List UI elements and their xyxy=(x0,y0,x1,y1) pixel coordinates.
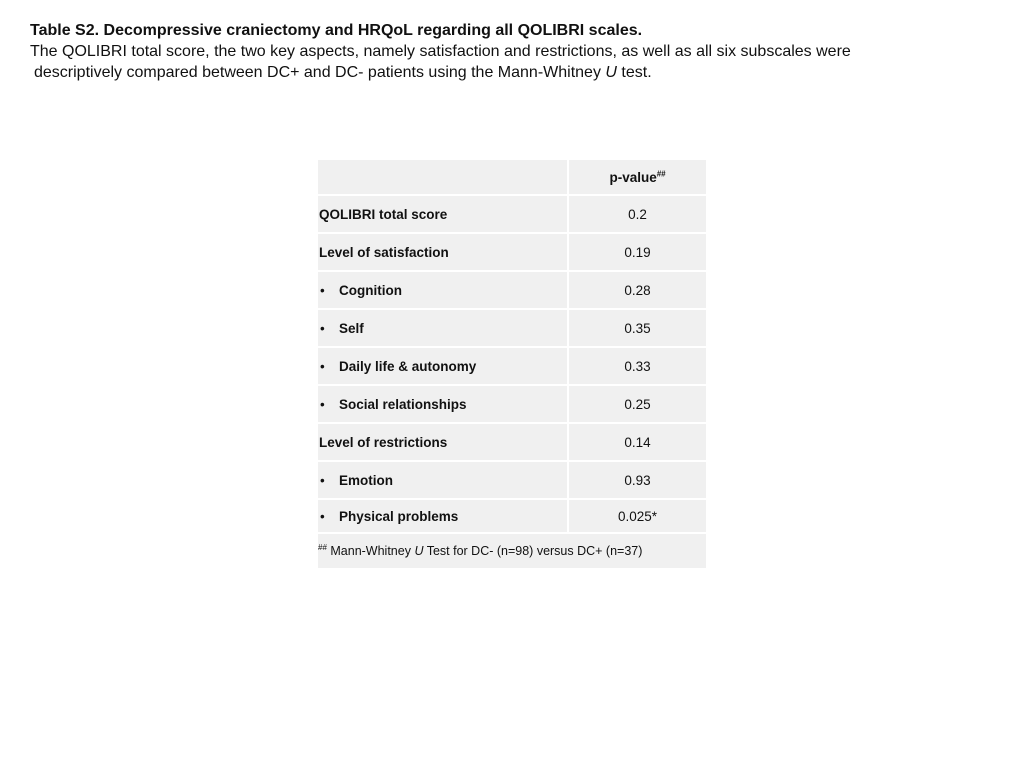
table-footnote xyxy=(317,533,707,569)
row-label-subscale xyxy=(317,385,568,423)
caption-line-2-text: descriptively compared between DC+ and DC- patients using the Mann-Whitney xyxy=(34,64,606,81)
footnote-text-end: Test for DC- (n=98) versus DC+ (n=37) xyxy=(423,544,643,558)
footnote-sup: ## xyxy=(318,542,327,552)
row-label-subscale xyxy=(317,499,568,533)
bullet-icon: • xyxy=(320,320,325,336)
caption-line-2-end: test. xyxy=(616,64,652,81)
bullet-icon: • xyxy=(320,508,325,524)
row-label: Emotion xyxy=(339,472,393,488)
row-label: Cognition xyxy=(339,282,402,298)
table-row xyxy=(317,347,707,385)
table-header-row xyxy=(317,159,707,195)
bullet-icon: • xyxy=(320,472,325,488)
bullet-icon: • xyxy=(320,282,325,298)
caption-title: Table S2. Decompressive craniectomy and HRQoL regarding all QOLIBRI scales. xyxy=(30,22,643,39)
row-label: Self xyxy=(339,320,364,336)
row-p-value: 0.14 xyxy=(568,423,707,461)
header-p-value-label: p-value xyxy=(609,169,657,185)
footnote-u-italic: U xyxy=(414,544,424,558)
header-empty-cell xyxy=(317,159,568,195)
row-label: Level of satisfaction xyxy=(317,233,568,271)
row-p-value: 0.93 xyxy=(568,461,707,499)
row-label-subscale xyxy=(317,461,568,499)
row-p-value: 0.025* xyxy=(568,499,707,533)
row-label: QOLIBRI total score xyxy=(317,195,568,233)
table-row xyxy=(317,461,707,499)
table-row xyxy=(317,195,707,233)
table-row xyxy=(317,499,707,533)
header-p-value xyxy=(568,159,707,195)
row-label-subscale xyxy=(317,347,568,385)
row-label: Social relationships xyxy=(339,396,467,412)
caption-u-italic: U xyxy=(605,64,617,81)
bullet-icon: • xyxy=(320,396,325,412)
row-p-value: 0.2 xyxy=(568,195,707,233)
table-row xyxy=(317,233,707,271)
row-label: Daily life & autonomy xyxy=(339,358,477,374)
caption-line-2 xyxy=(30,62,990,83)
row-p-value: 0.35 xyxy=(568,309,707,347)
bullet-icon: • xyxy=(320,358,325,374)
results-table xyxy=(316,158,708,570)
header-p-value-sup: ## xyxy=(656,169,666,178)
caption-line-1: The QOLIBRI total score, the two key aspects, namely satisfaction and restrictions, as well as all six subscales were xyxy=(30,43,851,60)
table-row xyxy=(317,385,707,423)
table-footnote-row xyxy=(317,533,707,569)
table-row xyxy=(317,271,707,309)
footnote-text: Mann-Whitney xyxy=(326,544,415,558)
row-p-value: 0.33 xyxy=(568,347,707,385)
table-caption xyxy=(30,20,990,83)
table-row xyxy=(317,423,707,461)
row-label: Physical problems xyxy=(339,508,459,524)
qolibri-table xyxy=(316,158,708,570)
row-p-value: 0.28 xyxy=(568,271,707,309)
row-label: Level of restrictions xyxy=(317,423,568,461)
row-p-value: 0.19 xyxy=(568,233,707,271)
table-row xyxy=(317,309,707,347)
row-p-value: 0.25 xyxy=(568,385,707,423)
row-label-subscale xyxy=(317,271,568,309)
row-label-subscale xyxy=(317,309,568,347)
